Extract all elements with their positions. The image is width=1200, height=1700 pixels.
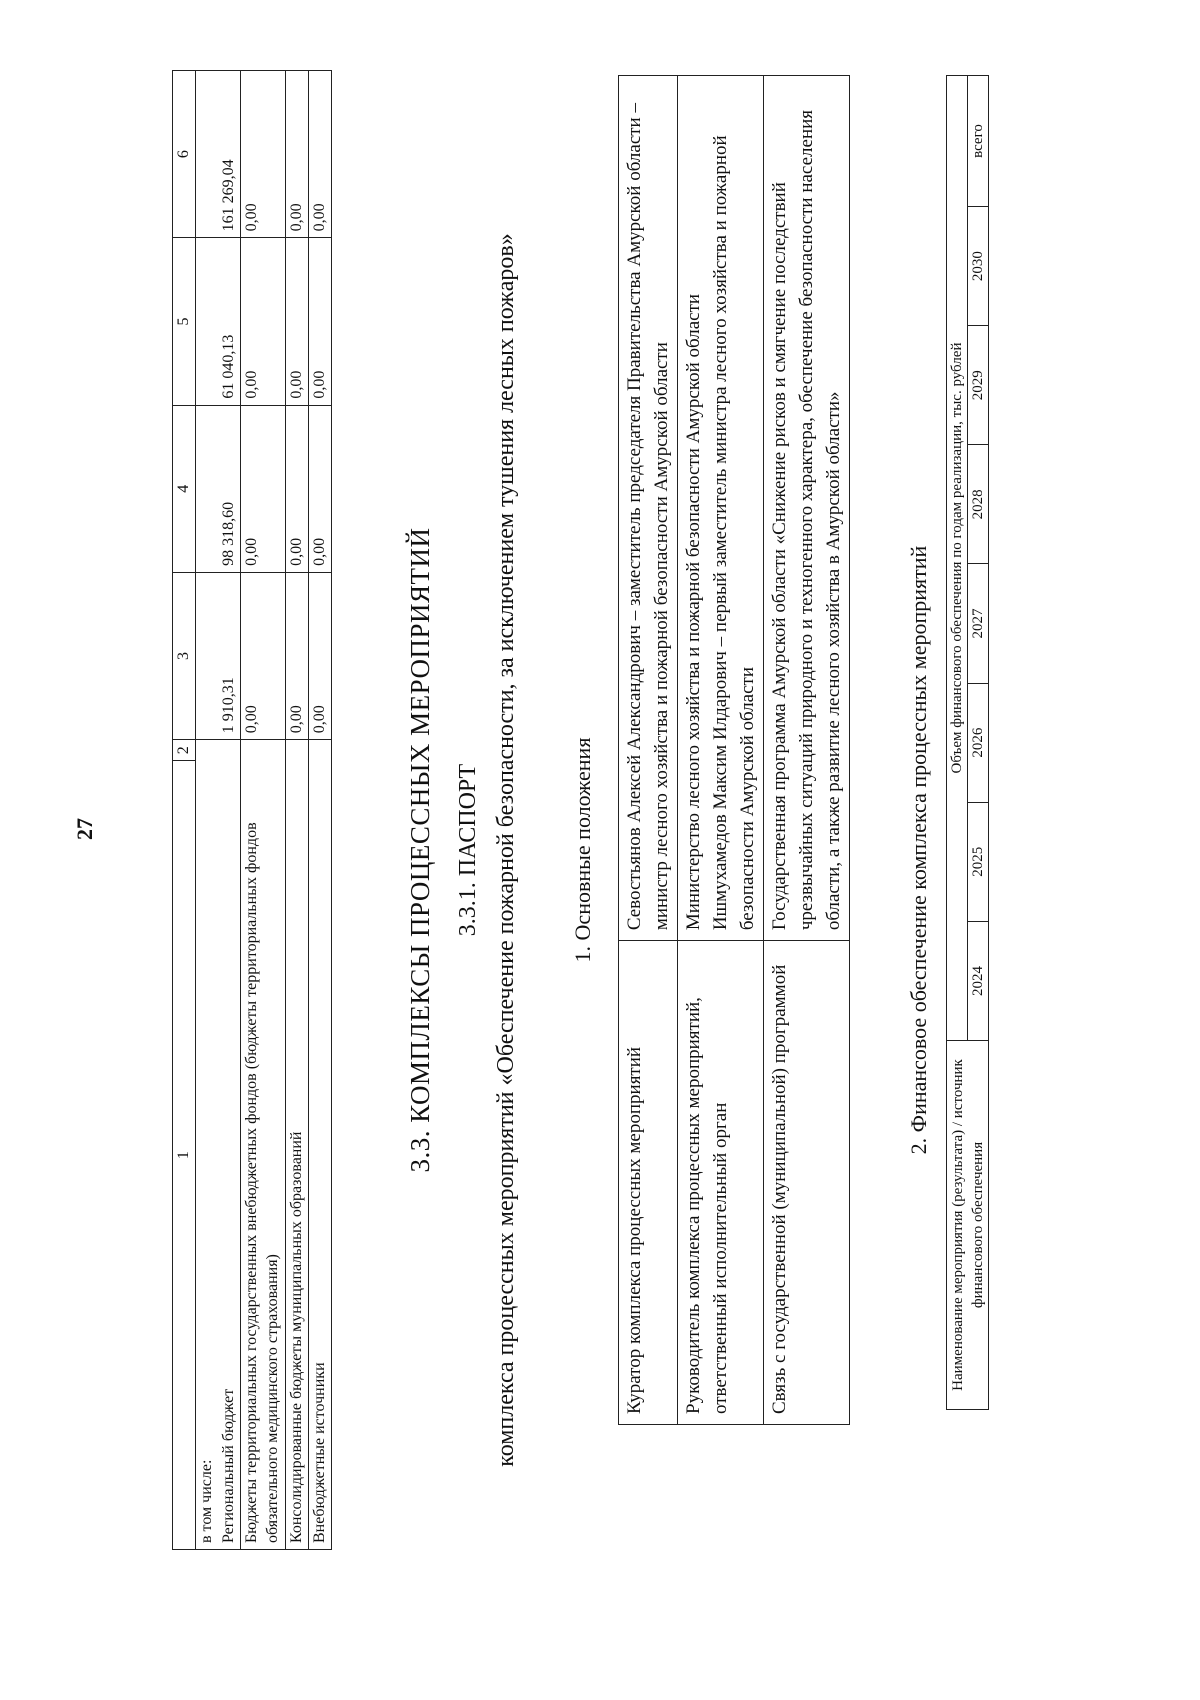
value-cell: 0,00	[309, 572, 332, 739]
passport-subtitle: комплекса процессных мероприятий «Обеспечение пожарной безопасности, за исключением тушения лесных пожаров»	[493, 233, 519, 1467]
year-header: всего	[968, 76, 989, 207]
passport-title: 3.3.1. ПАСПОРТ	[455, 763, 481, 937]
value-cell: 0,00	[241, 405, 286, 572]
row-value	[678, 76, 764, 941]
year-header: 2028	[968, 445, 989, 564]
table-row	[619, 76, 678, 1425]
value-cell: 61 040,13	[196, 238, 241, 405]
header-cell: 4	[173, 405, 196, 572]
row-label-text: в том числе:	[198, 1459, 215, 1543]
value-cell: 1 910,31	[196, 572, 241, 739]
row-key: Куратор комплекса процессных мероприятий	[619, 941, 678, 1425]
table-row	[309, 71, 332, 1550]
name-header: Наименование мероприятия (результата) / источник финансового обеспечения	[947, 1041, 989, 1410]
value-cell: 0,00	[241, 238, 286, 405]
group-header: Объем финансового обеспечения по годам реализации, тыс. рублей	[947, 76, 968, 1041]
basic-provisions-table	[618, 75, 850, 1425]
row-key: Связь с государственной (муниципальной) программой	[764, 941, 850, 1425]
year-header: 2024	[968, 921, 989, 1040]
basic-provisions-title: 1. Основные положения	[570, 737, 595, 963]
year-header: 2027	[968, 564, 989, 683]
row-label	[196, 740, 241, 1550]
table-row	[764, 76, 850, 1425]
table-header-row	[947, 76, 968, 1410]
value-cell: 0,00	[286, 71, 309, 238]
header-cell: 1	[173, 761, 196, 1550]
header-cell: 3	[173, 572, 196, 739]
header-cell: 2	[173, 740, 196, 761]
value-cell: 0,00	[286, 238, 309, 405]
row-key: Руководитель комплекса процессных мероприятий, ответственный исполнительный орган	[678, 941, 764, 1425]
row-label: Консолидированные бюджеты муниципальных образований	[286, 740, 309, 1550]
row-value-line: Министерство лесного хозяйства и пожарной безопасности Амурской области	[683, 293, 704, 931]
value-cell: 0,00	[309, 405, 332, 572]
table-row	[196, 71, 241, 1550]
value-cell: 0,00	[286, 572, 309, 739]
year-header: 2029	[968, 326, 989, 445]
value-cell: 0,00	[309, 71, 332, 238]
row-value: Государственная программа Амурской области «Снижение рисков и смягчение последствий чрезвычайных ситуаций природного и техногенного характера, обеспечение безопасности населения области, а также развитие лесного хозяйства в Амурской области»	[764, 76, 850, 941]
table-row	[241, 71, 286, 1550]
row-label-text: Региональный бюджет	[220, 1388, 237, 1543]
value-cell: 0,00	[241, 572, 286, 739]
value-cell: 0,00	[309, 238, 332, 405]
row-value-line: Ишмухамедов Максим Илдарович – первый заместитель министра лесного хозяйства и пожарной безопасности Амурской области	[710, 135, 758, 931]
financing-table	[946, 75, 989, 1410]
section-title: 3.3. КОМПЛЕКСЫ ПРОЦЕССНЫХ МЕРОПРИЯТИЙ	[405, 527, 435, 1173]
row-value: Севостьянов Алексей Александрович – заместитель председателя Правительства Амурской области – министр лесного хозяйства и пожарной безопасности Амурской области	[619, 76, 678, 941]
funding-sources-table	[172, 70, 332, 1550]
year-header: 2025	[968, 802, 989, 921]
value-cell: 0,00	[241, 71, 286, 238]
table-row	[286, 71, 309, 1550]
value-cell: 161 269,04	[196, 71, 241, 238]
value-cell: 98 318,60	[196, 405, 241, 572]
table-row	[678, 76, 764, 1425]
header-cell: 6	[173, 71, 196, 238]
financing-title: 2. Финансовое обеспечение комплекса процессных мероприятий	[906, 545, 931, 1155]
row-label: Бюджеты территориальных государственных внебюджетных фондов (бюджеты территориальных фондов обязательного медицинского страхования)	[241, 740, 286, 1550]
header-cell: 5	[173, 238, 196, 405]
row-label: Внебюджетные источники	[309, 740, 332, 1550]
year-header: 2030	[968, 207, 989, 326]
year-header: 2026	[968, 683, 989, 802]
table-header-row	[173, 71, 196, 1550]
value-cell: 0,00	[286, 405, 309, 572]
page-number: 27	[72, 818, 97, 840]
